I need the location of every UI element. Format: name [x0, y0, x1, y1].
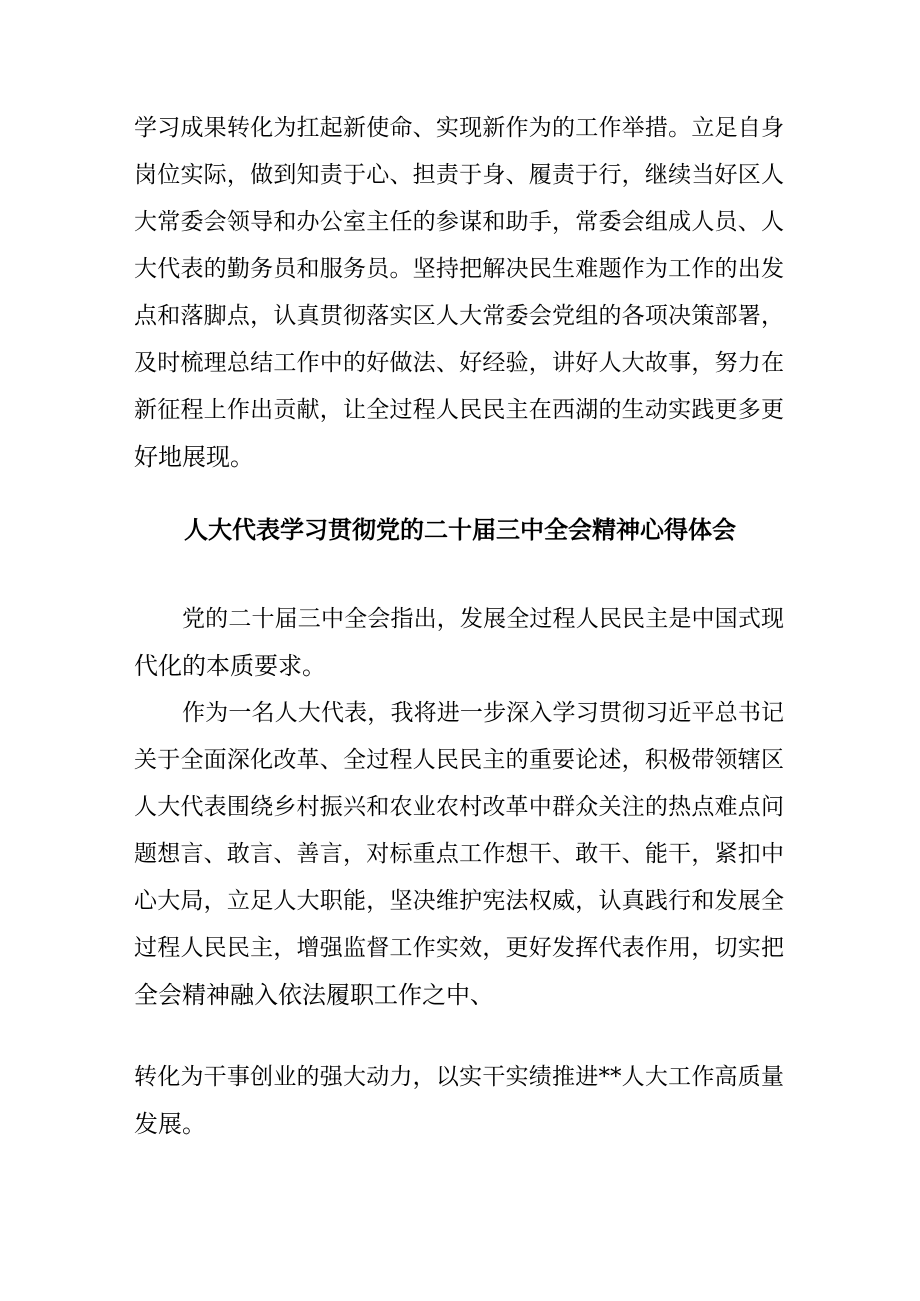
intro-line-3: 大常委会领导和办公室主任的参谋和助手，常委会组成人员、人	[134, 209, 784, 235]
para2-line-7: 全会精神融入依法履职工作之中、	[134, 981, 494, 1009]
intro-line-7: 新征程上作出贡献，让全过程人民民主在西湖的生动实践更多更	[134, 397, 784, 423]
para2-line-6: 过程人民民主，增强监督工作实效，更好发挥代表作用，切实把	[134, 935, 784, 961]
intro-line-6: 及时梳理总结工作中的好做法、好经验，讲好人大故事，努力在	[134, 350, 784, 376]
para3-line-2: 发展。	[134, 1110, 206, 1138]
intro-line-4: 大代表的勤务员和服务员。坚持把解决民生难题作为工作的出发	[134, 256, 784, 282]
para2-line-3: 人大代表围绕乡村振兴和农业农村改革中群众关注的热点难点问	[134, 794, 784, 820]
intro-line-1: 学习成果转化为扛起新使命、实现新作为的工作举措。立足自身	[134, 115, 784, 141]
para2-line-1: 作为一名人大代表，我将进一步深入学习贯彻习近平总书记	[182, 700, 784, 726]
para2-line-5: 心大局，立足人大职能，坚决维护宪法权威，认真践行和发展全	[134, 888, 784, 914]
para1-line-2: 代化的本质要求。	[134, 652, 326, 680]
intro-line-8: 好地展现。	[134, 443, 254, 471]
para2-line-2: 关于全面深化改革、全过程人民民主的重要论述，积极带领辖区	[134, 747, 784, 773]
intro-line-2: 岗位实际，做到知责于心、担责于身、履责于行，继续当好区人	[134, 162, 784, 188]
intro-line-5: 点和落脚点，认真贯彻落实区人大常委会党组的各项决策部署，	[134, 303, 784, 329]
section-heading: 人大代表学习贯彻党的二十届三中全会精神心得体会	[184, 516, 736, 544]
para1-line-1: 党的二十届三中全会指出，发展全过程人民民主是中国式现	[182, 606, 784, 632]
para3-line-1: 转化为干事创业的强大动力，以实干实绩推进**人大工作高质量	[134, 1064, 784, 1090]
para2-line-4: 题想言、敢言、善言，对标重点工作想干、敢干、能干，紧扣中	[134, 841, 784, 867]
